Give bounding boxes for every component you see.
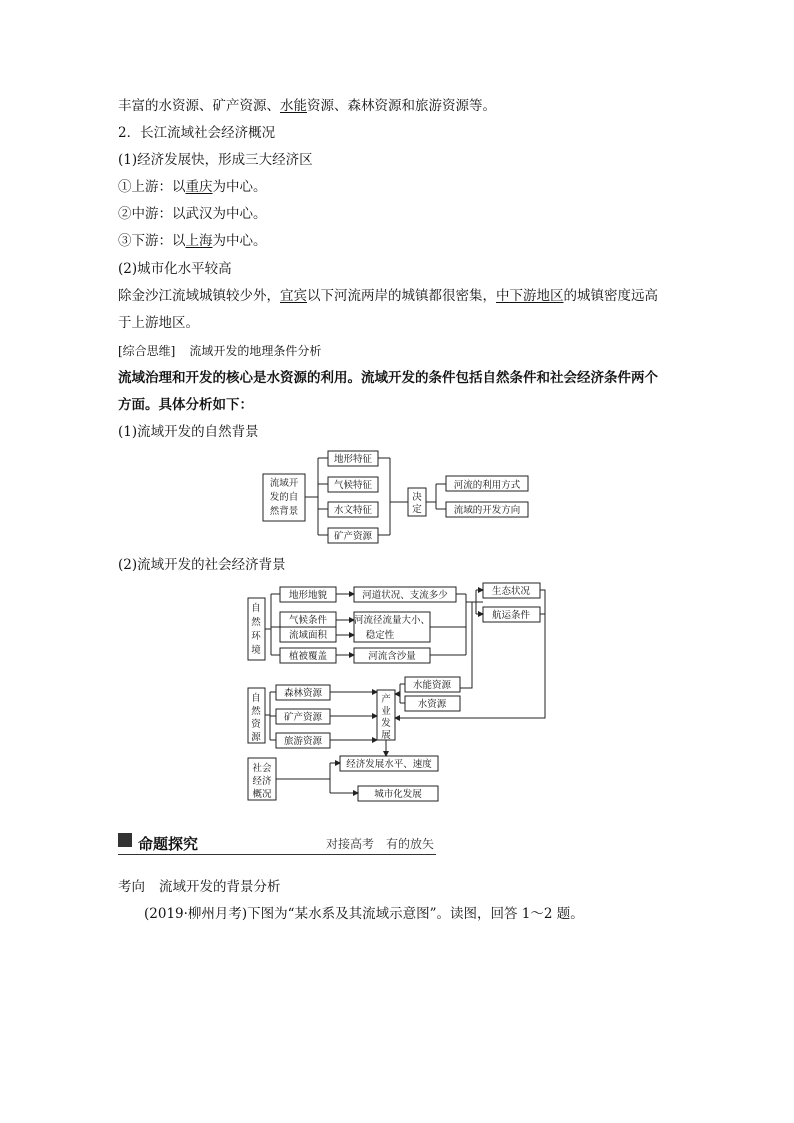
result-label: 河流的利用方式 [453,480,521,491]
water-item-box [405,677,460,692]
env-item-label: 地形地貌 [288,590,328,601]
env-label-char: 自 [251,603,261,614]
text-line-core-cont: 方面。具体分析如下： [118,397,253,413]
res-label-box [248,688,265,743]
industry-box [377,690,395,740]
text-line-social-bg: (2)流域开发的社会经济背景 [118,557,286,573]
factor-label: 地形特征 [333,454,373,465]
source-box [263,474,305,521]
river-item-label: 河流径流量大小、 [353,615,431,626]
right-item-box [483,583,540,598]
result-box [446,476,528,491]
factor-box [328,451,378,466]
res-item-label: 矿产资源 [283,712,323,723]
res-item-box [276,733,330,748]
soc-item-box [340,756,438,771]
decide-box [408,488,426,516]
text-line-midstream: ②中游：以武汉为中心。 [118,206,267,222]
env-label-box [248,598,265,660]
env-item-label: 流域面积 [288,630,328,641]
kaoxiang-line: 考向 流域开发的背景分析 [118,879,281,895]
section-subtitle: 对接高考 有的放矢 [326,837,435,851]
river-item-box [354,612,430,642]
env-item-box [280,612,336,642]
factor-box [328,502,378,517]
subheading-yangtze-economy: 2．长江流域社会经济概况 [118,125,276,141]
river-item-label: 河流含沙量 [368,651,416,662]
right-item-label: 航运条件 [491,610,531,621]
soc-label-part: 社会 [252,763,272,774]
tag-line-thinking: [综合思维] 流域开发的地理条件分析 [118,344,322,358]
river-item-box [354,648,430,663]
env-label-char: 环 [251,631,261,642]
source-label: 发的自 [269,492,299,503]
source-label: 然背景 [269,506,299,517]
section-square-icon [118,833,132,847]
factor-box [328,477,378,492]
res-label-char: 源 [251,732,261,743]
soc-item-label: 经济发展水平、速度 [346,759,432,770]
text-line-downstream: ③下游：以上海为中心。 [118,233,267,249]
question-intro: (2019·柳州月考)下图为“某水系及其流域示意图”。读图，回答 1～2 题。 [144,906,584,922]
result-label: 流域的开发方向 [453,505,521,516]
res-label-char: 自 [251,693,261,704]
soc-label-part: 经济 [252,776,272,787]
text-line-towns-cont: 于上游地区。 [118,315,199,331]
text-line-towns: 除金沙江流域城镇较少外，宜宾以下河流两岸的城镇都很密集，中下游地区的城镇密度远高 [118,288,658,304]
right-item-box [483,607,540,622]
water-item-box [405,696,460,711]
env-item-label: 植被覆盖 [288,651,328,662]
industry-char: 展 [381,730,391,741]
text-line-upstream: ①上游：以重庆为中心。 [118,179,267,195]
res-item-box [276,685,330,700]
industry-char: 产 [381,694,391,705]
water-item-label: 水资源 [417,699,447,710]
industry-char: 发 [381,718,391,729]
res-label-char: 资 [251,719,261,730]
text-line-urbanization: (2)城市化水平较高 [118,261,232,277]
factor-label: 矿产资源 [333,531,373,542]
text-line-resources: 丰富的水资源、矿产资源、水能资源、森林资源和旅游资源等。 [118,98,496,114]
res-item-box [276,709,330,724]
res-item-label: 森林资源 [283,688,323,699]
factor-label: 气候特征 [333,480,373,491]
water-item-label: 水能资源 [412,680,452,691]
factor-label: 水文特征 [333,505,373,516]
river-item-label: 河道状况、支流多少 [362,590,448,601]
env-item-box [280,648,336,663]
factor-box [328,528,378,543]
section-rule [118,854,436,855]
decide-label: 决 [412,492,422,503]
result-box [446,502,528,517]
text-line-natural-bg: (1)流域开发的自然背景 [118,424,259,440]
soc-label-box [248,758,276,800]
river-item-label: 稳定性 [365,630,395,641]
decide-label: 定 [412,504,422,515]
industry-char: 业 [381,706,391,717]
source-label: 流域开 [269,478,299,489]
right-item-label: 生态状况 [491,586,531,597]
section-header [118,830,436,856]
env-item-label: 气候条件 [288,615,328,626]
section-title: 命题探究 [138,835,199,853]
env-item-box [280,587,336,602]
text-line-core: 流域治理和开发的核心是水资源的利用。流域开发的条件包括自然条件和社会经济条件两个 [118,370,658,386]
soc-item-box [358,786,438,801]
text-line-economy: (1)经济发展快，形成三大经济区 [118,152,313,168]
soc-label-part: 概况 [252,789,272,800]
res-label-char: 然 [251,706,261,717]
env-label-char: 然 [251,617,261,628]
env-label-char: 境 [251,645,261,656]
soc-item-label: 城市化发展 [374,789,422,800]
res-item-label: 旅游资源 [283,736,323,747]
river-item-box [354,587,456,602]
